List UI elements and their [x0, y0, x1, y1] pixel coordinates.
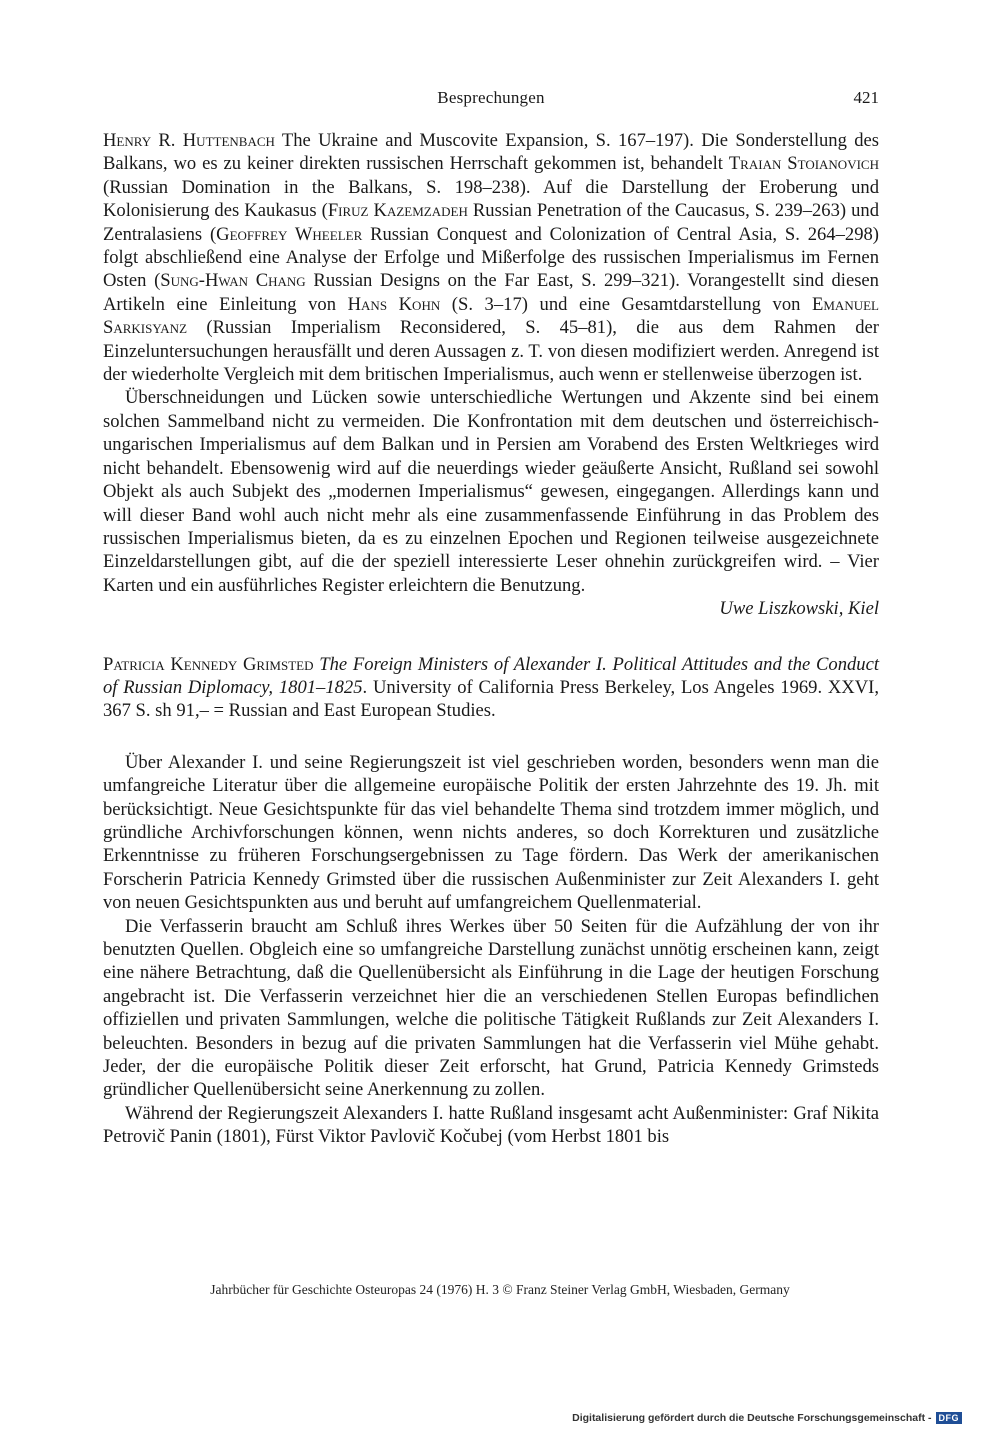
- text-run: (Russian Imperialism Reconsidered, S. 45–81), die aus dem Rahmen der Einzeluntersuchungen herausfällt und deren Aussagen z. T. von diesen modifiziert werden. Anregend ist der wiederholte Vergleich mit dem britischen Imperialismus, auch wenn er stellenweise überzogen ist.: [103, 317, 879, 386]
- author-name: Henry R. Huttenbach: [103, 130, 275, 151]
- author-name: Emanuel Sarkisyanz: [103, 293, 879, 339]
- author-name: Hans Kohn: [347, 293, 441, 315]
- running-head: Besprechungen: [437, 88, 545, 107]
- text-run: Russian Penetration of the Caucasus, S. 239–263) und Zentralasiens (: [103, 200, 880, 245]
- page-header: [103, 88, 879, 114]
- digitization-note: [572, 1412, 962, 1424]
- text-run: The Ukraine and Muscovite Expansion, S. 167–197). Die Sonderstellung des Balkans, wo es zu keiner direkten russischen Herrschaft gekommen ist, behandelt: [103, 130, 879, 175]
- section-gap: [103, 621, 879, 653]
- book-author: Patricia Kennedy Grimsted: [103, 653, 314, 675]
- review1-paragraph-2: Überschneidungen und Lücken sowie unterschiedliche Wertungen und Akzente sind bei einem solchen Sammelband nicht zu vermeiden. Die Konfrontation mit dem deutschen und österreichisch-ungarischen Imperialismus auf dem Balkan und in Persien am Vorabend des Ersten Weltkrieges wird nicht behandelt. Ebensowenig wird auf die neuerdings wieder geäußerte Ansicht, Rußland sei sowohl Objekt als auch Subjekt des „modernen Imperialismus“ gewesen, eingegangen. Allerdings kann und will dieser Band wohl auch nicht mehr als eine zusammenfassende Einführung in das Problem des russischen Imperialismus bieten, da es zu einzelnen Epochen und Regionen teilweise ausgezeichnete Einzeldarstellungen gibt, auf die der speziell interessierte Leser ohnehin zurückgreifen wird. – Vier Karten und ein ausführliches Register erleichtern die Benutzung.: [103, 387, 879, 596]
- book-title: The Foreign Ministers of Alexander I. Political Attitudes and the Conduct of Russian Diplomacy, 1801–1825: [103, 653, 880, 698]
- text-run: (S. 3–17) und eine Gesamtdarstellung von: [440, 293, 813, 315]
- text-run: Russian Designs on the Far East, S. 299–321). Vorangestellt sind diesen Artikeln eine Einleitung von: [103, 270, 879, 315]
- section-gap: [103, 723, 879, 751]
- text-run: (Russian Domination in the Balkans, S. 198–238). Auf die Darstellung der Eroberung und Kolonisierung des Kaukasus (: [103, 176, 879, 222]
- review1-paragraph-1: [103, 129, 879, 386]
- reviewer-signature: Uwe Liszkowski, Kiel: [719, 598, 879, 620]
- text-run: Russian Conquest and Colonization of Central Asia, S. 264–298) folgt abschließend eine Analyse der Erfolge und Mißerfolge des russischen Imperialismus im Fernen Osten (: [103, 223, 879, 292]
- author-name: Geoffrey Wheeler: [216, 223, 363, 245]
- body-text: [103, 129, 879, 1149]
- journal-citation-footer: Jahrbücher für Geschichte Osteuropas 24 (1976) H. 3 © Franz Steiner Verlag GmbH, Wiesbaden, Germany: [210, 1282, 790, 1297]
- review2-paragraph-2: Die Verfasserin braucht am Schluß ihres Werkes über 50 Seiten für die Aufzählung der von ihr benutzten Quellen. Obgleich eine so umfangreiche Darstellung zunächst unnötig erscheinen kann, zeigt eine nähere Betrachtung, daß die Quellenübersicht als Einführung in die Lage der heutigen Forschung angebracht ist. Die Verfasserin verzeichnet hier die an verschiedenen Stellen Europas befindlichen offiziellen und privaten Sammlungen, welche die politische Tätigkeit Rußlands zur Zeit Alexanders I. beleuchten. Besonders in bezug auf die privaten Sammlungen hat die Verfasserin viel Mühe gehabt. Jeder, der die europäische Politik dieser Zeit erforscht, hat Grund, Patricia Kennedy Grimsteds gründlicher Quellenübersicht seine Anerkennung zu zollen.: [103, 915, 879, 1101]
- book-publication-info: . University of California Press Berkeley, Los Angeles 1969. XXVI, 367 S. sh 91,– = Russian and East European Studies.: [103, 676, 879, 722]
- author-name: Traian Stoianovich: [728, 153, 879, 175]
- bibliographic-entry: [103, 653, 879, 723]
- review2-paragraph-3: Während der Regierungszeit Alexanders I. hatte Rußland insgesamt acht Außenminister: Graf Nikita Petrovič Panin (1801), Fürst Viktor Pavlovič Kočubej (vom Herbst 1801 bis: [103, 1102, 879, 1148]
- page-number: 421: [853, 88, 879, 107]
- dfg-logo: DFG: [936, 1412, 963, 1424]
- author-name: Firuz Kazemzadeh: [327, 200, 468, 222]
- digitization-text: Digitalisierung gefördert durch die Deutsche Forschungsgemeinschaft -: [572, 1412, 932, 1424]
- review2-paragraph-1: Über Alexander I. und seine Regierungszeit ist viel geschrieben worden, besonders wenn man die umfangreiche Literatur über die allgemeine europäische Politik der ersten Jahrzehnte des 19. Jh. mit berücksichtigt. Neue Gesichtspunkte für das viel behandelte Thema sind trotzdem immer möglich, und gründliche Archivforschungen können, wenn nichts anderes, so doch Korrekturen und zusätzliche Erkenntnisse zu früheren Forschungsergebnissen zu Tage fördern. Das Werk der amerikanischen Forscherin Patricia Kennedy Grimsted über die russischen Außenminister zur Zeit Alexanders I. geht von neuen Gesichtspunkten aus und beruht auf umfangreichem Quellenmaterial.: [103, 751, 879, 914]
- author-name: Sung-Hwan Chang: [160, 270, 306, 292]
